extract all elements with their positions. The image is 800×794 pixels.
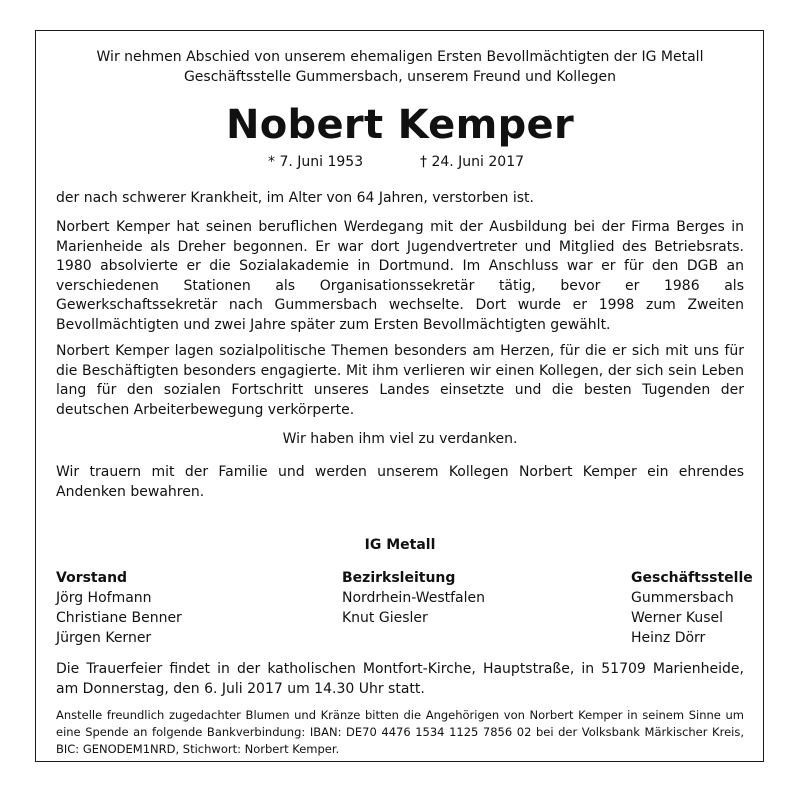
signature-name: Jürgen Kerner [56, 630, 152, 646]
signature-name: Gummersbach [631, 590, 734, 606]
signature-heading: Vorstand [56, 570, 128, 586]
signature-name: Christiane Benner [56, 610, 182, 626]
signature-name: Nordrhein-Westfalen [342, 590, 485, 606]
deceased-name: Nobert Kemper [226, 102, 574, 148]
signature-name: Heinz Dörr [631, 630, 706, 646]
paragraph-career: Norbert Kemper hat seinen beruflichen Werdegang mit der Ausbildung bei der Firma Berges in Marienheide als Dreher begonnen. Er war dort Jugendvertreter und Mitglied des Betriebsrats. 1980 absolvierte er die Sozialakademie in Dortmund. Im Anschluss war er für den DGB an verschiedenen Stationen als Organisationssekretär tätig, bevor er 1986 als Gewerkschaftssekretär nach Gummersbach wechselte. Dort wurde er 1998 zum Zweiten Bevollmächtigten und zwei Jahre später zum Ersten Bevollmächtigten gewählt. [56, 219, 744, 333]
signature-name: Jörg Hofmann [56, 590, 152, 606]
donation-info: Anstelle freundlich zugedachter Blumen und Kränze bitten die Angehörigen von Norbert Kemper in seinem Sinne um eine Spende an folgende Bankverbindung: IBAN: DE70 4476 1534 1125 7856 02 bei der Volksbank Märkischer Kreis, BIC: GENODEM1NRD, Stichwort: Norbert Kemper. [56, 708, 744, 756]
signature-heading: Geschäftsstelle [631, 570, 753, 586]
paragraph-intro: der nach schwerer Krankheit, im Alter von 64 Jahren, verstorben ist. [56, 190, 534, 206]
organization-name: IG Metall [364, 537, 436, 553]
death-date: † 24. Juni 2017 [420, 154, 525, 170]
signature-heading: Bezirksleitung [342, 570, 456, 586]
signature-geschaeftsstelle [631, 568, 753, 648]
intro-line-1: Wir nehmen Abschied von unserem ehemaligen Ersten Bevollmächtigten der IG Metall [96, 49, 704, 65]
signature-vorstand [56, 568, 182, 648]
paragraph-engagement: Norbert Kemper lagen sozialpolitische Themen besonders am Herzen, für die er sich mit uns für die Beschäftigten besonders engagierte. Mit ihm verlieren wir einen Kollegen, der sich sein Leben lang für den sozialen Fortschritt unseres Landes einsetzte und die besten Tugenden der deutschen Arbeiterbewegung verkörperte. [56, 343, 744, 418]
funeral-info: Die Trauerfeier findet in der katholischen Montfort-Kirche, Hauptstraße, in 51709 Marienheide, am Donnerstag, den 6. Juli 2017 um 14.30 Uhr statt. [56, 661, 744, 697]
birth-date: * 7. Juni 1953 [268, 154, 364, 170]
intro-line-2: Geschäftsstelle Gummersbach, unserem Freund und Kollegen [183, 69, 617, 85]
signature-name: Werner Kusel [631, 610, 723, 626]
paragraph-mourning: Wir trauern mit der Familie und werden unserem Kollegen Norbert Kemper ein ehrendes Andenken bewahren. [56, 464, 744, 500]
paragraph-thanks: Wir haben ihm viel zu verdanken. [282, 431, 518, 447]
signature-name: Knut Giesler [342, 610, 428, 626]
signature-bezirksleitung [342, 568, 485, 628]
